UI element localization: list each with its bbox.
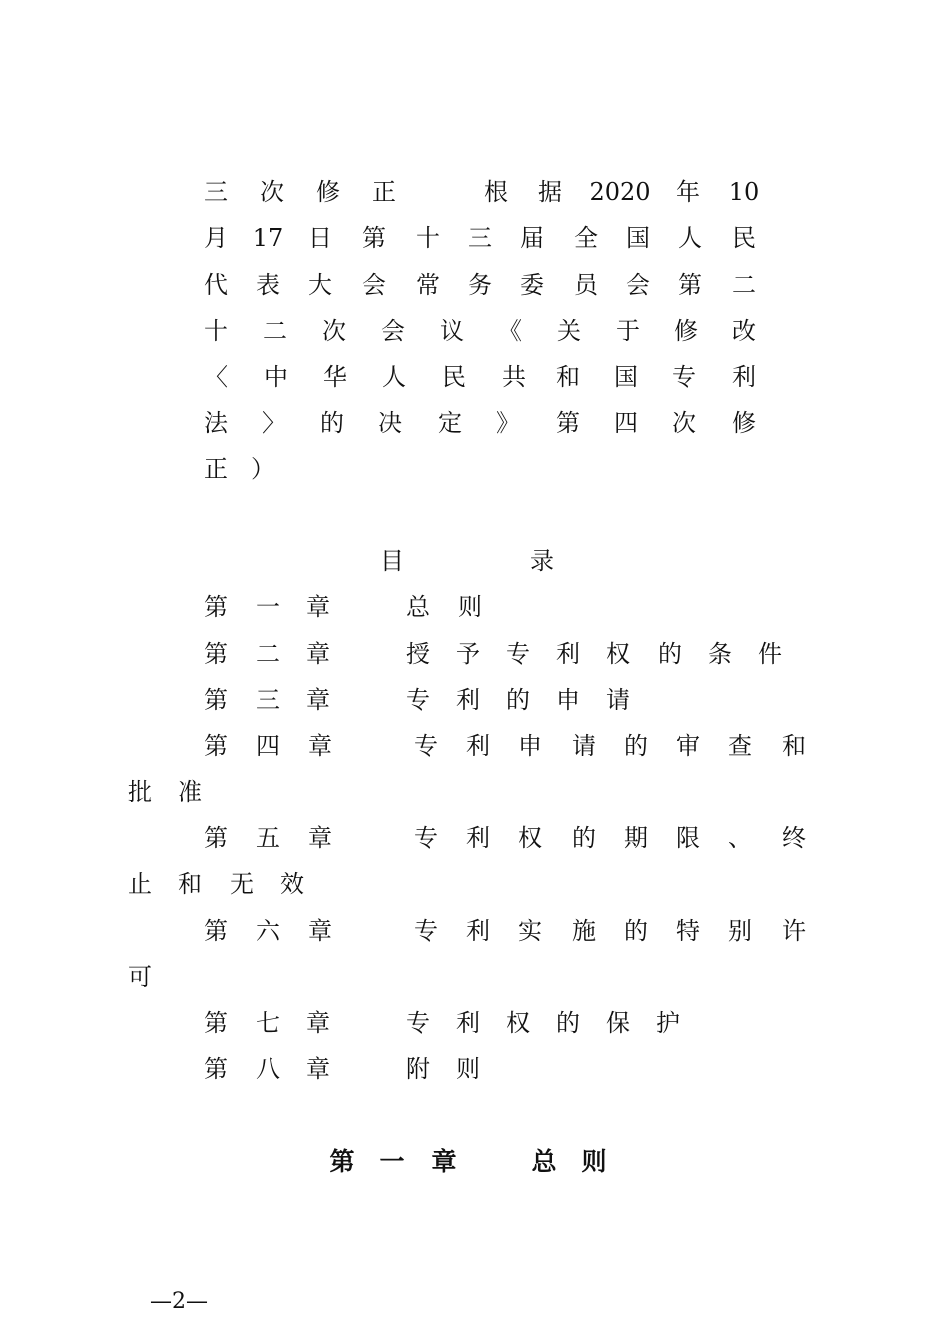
text-token: 权 [518, 824, 542, 852]
text-token: 第 [556, 409, 580, 437]
text-token: 表 [256, 271, 280, 299]
text-token: 议 [440, 317, 464, 345]
text-token: 改 [732, 317, 756, 345]
toc-entry [0, 634, 950, 674]
text-token: 大 [308, 271, 332, 299]
text-token: 目 [380, 547, 404, 575]
text-token: 一 [256, 593, 280, 621]
text-token: 章 [308, 732, 332, 760]
intro-line [0, 357, 950, 397]
text-token: 利 [466, 917, 490, 945]
text-token: 批 [128, 778, 152, 806]
text-token: 二 [263, 317, 287, 345]
text-token: 修 [732, 409, 756, 437]
text-token: ） [251, 455, 275, 483]
text-token: 据 [538, 178, 562, 206]
text-token: 条 [708, 640, 732, 668]
toc-title [0, 541, 950, 581]
text-token: 国 [626, 224, 650, 252]
text-token: 第 [204, 917, 228, 945]
text-token: 利 [466, 732, 490, 760]
text-token: 权 [506, 1009, 530, 1037]
text-token: 正 [372, 178, 396, 206]
text-token: 止 [128, 870, 152, 898]
text-token: 专 [414, 824, 438, 852]
text-token: 专 [414, 732, 438, 760]
text-token: 总 [406, 593, 430, 621]
toc-entry-continuation [0, 772, 950, 812]
text-token: 申 [556, 686, 580, 714]
text-token: 专 [506, 640, 530, 668]
text-token: 正 [204, 455, 228, 483]
text-token: 章 [308, 824, 332, 852]
text-token: 三 [204, 178, 228, 206]
text-token: 务 [468, 271, 492, 299]
toc-entry-continuation [0, 864, 950, 904]
text-token: 第 [204, 1009, 228, 1037]
text-token: 则 [581, 1147, 607, 1176]
text-token: 章 [306, 640, 330, 668]
text-token: 《 [498, 317, 522, 345]
text-token: 七 [256, 1009, 280, 1037]
text-token: 中 [264, 363, 288, 391]
intro-line [0, 449, 950, 489]
text-token: 审 [676, 732, 700, 760]
text-token: 录 [530, 547, 554, 575]
text-token: 总 [531, 1147, 557, 1176]
text-token: 民 [732, 224, 756, 252]
text-token: 查 [728, 732, 752, 760]
text-token: 员 [574, 271, 598, 299]
text-token: 和 [178, 870, 202, 898]
text-token: 第 [204, 640, 228, 668]
text-token: 国 [614, 363, 638, 391]
text-token: 代 [204, 271, 228, 299]
text-token: 法 [204, 409, 228, 437]
text-token: 许 [782, 917, 806, 945]
intro-line [0, 311, 950, 351]
text-token: 请 [606, 686, 630, 714]
text-token: 章 [431, 1147, 457, 1176]
text-token: 、 [728, 824, 752, 852]
text-token: 请 [572, 732, 596, 760]
text-token: 第 [362, 224, 386, 252]
text-token: 定 [438, 409, 462, 437]
text-token: 常 [416, 271, 440, 299]
text-token: 施 [572, 917, 596, 945]
text-token: 一 [379, 1147, 405, 1176]
text-token: 二 [732, 271, 756, 299]
text-token: 次 [260, 178, 284, 206]
text-token: 〉 [262, 409, 286, 437]
text-token: 五 [256, 824, 280, 852]
text-token: 终 [782, 824, 806, 852]
text-token: 期 [624, 824, 648, 852]
text-token: 专 [406, 1009, 430, 1037]
text-token: 实 [518, 917, 542, 945]
page-number: —2— [150, 1289, 208, 1314]
intro-line [0, 172, 950, 212]
text-token: 别 [728, 917, 752, 945]
text-token: 的 [624, 732, 648, 760]
text-token: 利 [556, 640, 580, 668]
text-token: 日 [308, 224, 332, 252]
text-token: 和 [556, 363, 580, 391]
chapter-heading [0, 1142, 950, 1182]
text-token: 则 [456, 1055, 480, 1083]
text-token: 三 [468, 224, 492, 252]
text-token: 权 [606, 640, 630, 668]
text-token: 》 [496, 409, 520, 437]
toc-entry [0, 818, 950, 858]
text-token: 十 [204, 317, 228, 345]
text-token: 会 [381, 317, 405, 345]
text-token: 四 [614, 409, 638, 437]
text-token: 则 [458, 593, 482, 621]
toc-entry-continuation [0, 957, 950, 997]
text-token: 专 [672, 363, 696, 391]
toc-entry [0, 587, 950, 627]
text-token: 六 [256, 917, 280, 945]
toc-entry [0, 726, 950, 766]
text-token: 次 [322, 317, 346, 345]
text-token: 的 [506, 686, 530, 714]
text-token: 准 [178, 778, 202, 806]
text-token: 授 [406, 640, 430, 668]
text-token: 三 [256, 686, 280, 714]
toc-entry [0, 1003, 950, 1043]
text-token: 华 [323, 363, 347, 391]
text-token: 予 [456, 640, 480, 668]
toc-entry [0, 911, 950, 951]
text-token: 保 [606, 1009, 630, 1037]
text-token: 利 [732, 363, 756, 391]
text-token: 利 [456, 686, 480, 714]
text-token: 的 [658, 640, 682, 668]
text-token: 章 [308, 917, 332, 945]
text-token: 修 [316, 178, 340, 206]
text-token: 〈 [204, 363, 228, 391]
text-token: 人 [678, 224, 702, 252]
text-token: 关 [557, 317, 581, 345]
text-token: 章 [306, 1055, 330, 1083]
text-token: 利 [456, 1009, 480, 1037]
text-token: 特 [676, 917, 700, 945]
text-token: 于 [616, 317, 640, 345]
text-token: 人 [382, 363, 406, 391]
text-token: 委 [520, 271, 544, 299]
text-token: 四 [256, 732, 280, 760]
text-token: 次 [672, 409, 696, 437]
text-token: 无 [230, 870, 254, 898]
text-token: 月 [204, 224, 228, 252]
text-token: 第 [678, 271, 702, 299]
intro-line [0, 403, 950, 443]
text-token: 第 [204, 824, 228, 852]
text-token: 专 [414, 917, 438, 945]
intro-line [0, 218, 950, 258]
text-token: 第 [204, 1055, 228, 1083]
text-token: 十 [416, 224, 440, 252]
toc-entry [0, 1049, 950, 1089]
text-token: 章 [306, 1009, 330, 1037]
text-token: 申 [518, 732, 542, 760]
toc-entry [0, 680, 950, 720]
text-token: 和 [782, 732, 806, 760]
text-token: 届 [520, 224, 544, 252]
text-token: 10 [728, 178, 760, 206]
text-token: 会 [626, 271, 650, 299]
text-token: 件 [758, 640, 782, 668]
text-token: 修 [674, 317, 698, 345]
text-token: 章 [306, 686, 330, 714]
text-token: 17 [252, 224, 284, 252]
text-token: 限 [676, 824, 700, 852]
text-token: 第 [329, 1147, 355, 1176]
text-token: 二 [256, 640, 280, 668]
text-token: 共 [502, 363, 526, 391]
intro-line [0, 265, 950, 305]
text-token: 2020 [589, 178, 651, 206]
text-token: 决 [378, 409, 402, 437]
text-token: 利 [466, 824, 490, 852]
text-token: 章 [306, 593, 330, 621]
text-token: 会 [362, 271, 386, 299]
text-token: 的 [572, 824, 596, 852]
text-token: 第 [204, 732, 228, 760]
text-token: 第 [204, 593, 228, 621]
text-token: 可 [128, 963, 152, 991]
text-token: 的 [624, 917, 648, 945]
text-token: 八 [256, 1055, 280, 1083]
text-token: 全 [574, 224, 598, 252]
text-token: 的 [320, 409, 344, 437]
text-token: 护 [656, 1009, 680, 1037]
text-token: 效 [280, 870, 304, 898]
text-token: 第 [204, 686, 228, 714]
text-token: 的 [556, 1009, 580, 1037]
text-token: 附 [406, 1055, 430, 1083]
text-token: 民 [442, 363, 466, 391]
text-token: 专 [406, 686, 430, 714]
text-token: 根 [484, 178, 508, 206]
text-token: 年 [676, 178, 700, 206]
